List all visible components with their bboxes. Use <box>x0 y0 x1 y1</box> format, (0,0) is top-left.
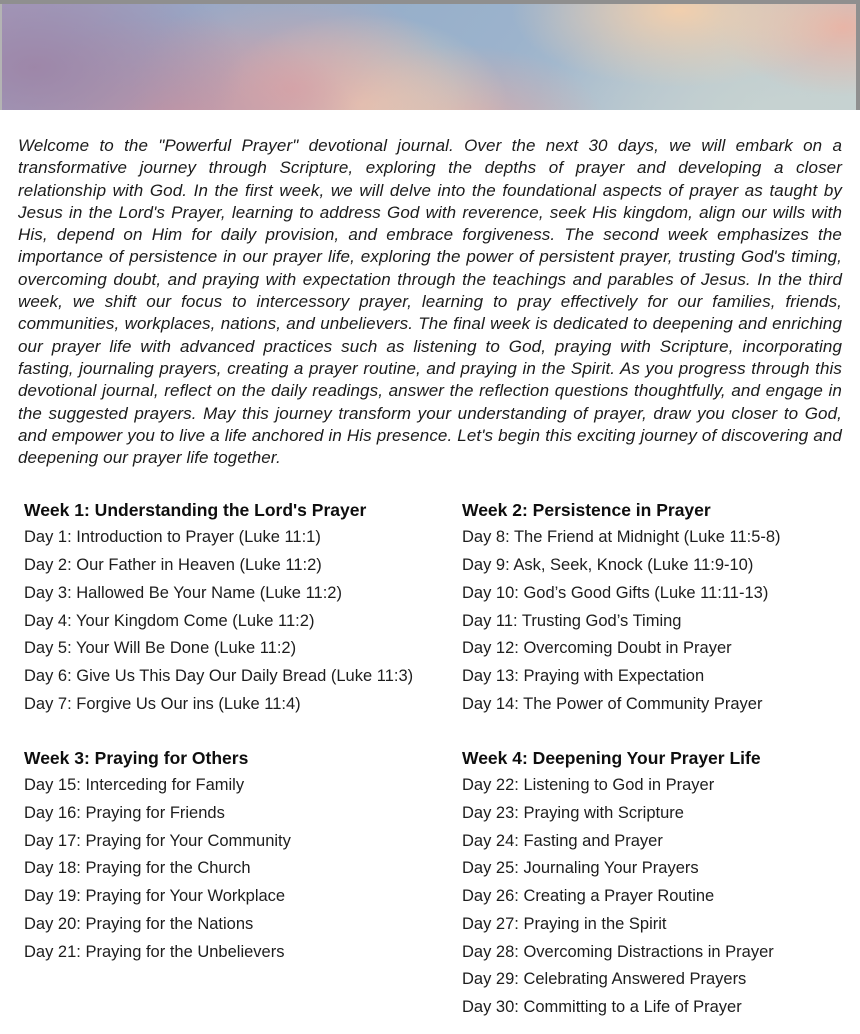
day-item: Day 14: The Power of Community Prayer <box>462 694 763 713</box>
day-item: Day 28: Overcoming Distractions in Prayer <box>462 942 774 961</box>
day-item: Day 22: Listening to God in Prayer <box>462 776 715 795</box>
day-item: Day 10: God’s Good Gifts (Luke 11:11-13) <box>462 583 769 602</box>
day-item: Day 24: Fasting and Prayer <box>462 831 663 850</box>
intro-paragraph: Welcome to the "Powerful Prayer" devotional journal. Over the next 30 days, we will embark on a transformative journey through Scripture, exploring the depths of prayer and developing a closer relationship with God. In the first week, we will delve into the foundational aspects of prayer as taught by Jesus in the Lord's Prayer, learning to address God with reverence, seek His kingdom, align our wills with His, depend on Him for daily provision, and embrace forgiveness. The second week emphasizes the importance of persistence in our prayer life, exploring the power of persistent prayer, trusting God's timing, overcoming doubt, and praying with expectation through the teachings and parables of Jesus. In the third week, we shift our focus to intercessory prayer, learning to pray effectively for our families, friends, communities, workplaces, nations, and unbelievers. The final week is dedicated to deepening and enriching our prayer life with advanced practices such as listening to God, praying with Scripture, incorporating fasting, journaling prayers, creating a prayer routine, and praying in the Spirit. As you progress through this devotional journal, reflect on the daily readings, answer the reflection questions thoughtfully, and engage in the suggested prayers. May this journey transform your understanding of prayer, draw you closer to God, and empower you to live a life anchored in His presence. Let's begin this exciting journey of discovering and deepening our prayer life together. <box>18 136 842 468</box>
week-section <box>24 744 462 1021</box>
day-item: Day 23: Praying with Scripture <box>462 804 684 823</box>
day-item: Day 26: Creating a Prayer Routine <box>462 887 715 906</box>
day-item: Day 12: Overcoming Doubt in Prayer <box>462 639 732 658</box>
day-item: Day 17: Praying for Your Community <box>24 831 291 850</box>
week-section <box>462 744 842 1021</box>
day-item: Day 27: Praying in the Spirit <box>462 914 667 933</box>
weeks-grid <box>24 496 842 1021</box>
day-item: Day 9: Ask, Seek, Knock (Luke 11:9-10) <box>462 556 754 575</box>
day-item: Day 30: Committing to a Life of Prayer <box>462 998 742 1016</box>
week-section <box>24 496 462 718</box>
day-item: Day 3: Hallowed Be Your Name (Luke 11:2) <box>24 583 342 602</box>
day-item: Day 15: Interceding for Family <box>24 776 245 795</box>
day-item: Day 16: Praying for Friends <box>24 804 225 823</box>
day-item: Day 7: Forgive Us Our ins (Luke 11:4) <box>24 694 301 713</box>
day-item: Day 18: Praying for the Church <box>24 859 251 878</box>
day-item: Day 2: Our Father in Heaven (Luke 11:2) <box>24 556 322 575</box>
day-item: Day 21: Praying for the Unbelievers <box>24 942 285 961</box>
day-item: Day 1: Introduction to Prayer (Luke 11:1) <box>24 528 321 547</box>
week-title: Week 1: Understanding the Lord's Prayer <box>24 500 367 521</box>
day-item: Day 19: Praying for Your Workplace <box>24 887 286 906</box>
day-item: Day 6: Give Us This Day Our Daily Bread (Luke 11:3) <box>24 666 414 685</box>
day-item: Day 25: Journaling Your Prayers <box>462 859 699 878</box>
week-title: Week 3: Praying for Others <box>24 748 249 769</box>
week-title: Week 4: Deepening Your Prayer Life <box>462 748 761 769</box>
day-item: Day 5: Your Will Be Done (Luke 11:2) <box>24 639 297 658</box>
day-item: Day 11: Trusting God’s Timing <box>462 611 682 630</box>
day-item: Day 29: Celebrating Answered Prayers <box>462 970 747 989</box>
day-item: Day 4: Your Kingdom Come (Luke 11:2) <box>24 611 315 630</box>
day-item: Day 20: Praying for the Nations <box>24 914 254 933</box>
watercolor-sky-header-image <box>0 4 860 110</box>
day-item: Day 8: The Friend at Midnight (Luke 11:5-8) <box>462 528 781 547</box>
day-item: Day 13: Praying with Expectation <box>462 666 705 685</box>
week-section <box>462 496 842 718</box>
week-title: Week 2: Persistence in Prayer <box>462 500 711 521</box>
